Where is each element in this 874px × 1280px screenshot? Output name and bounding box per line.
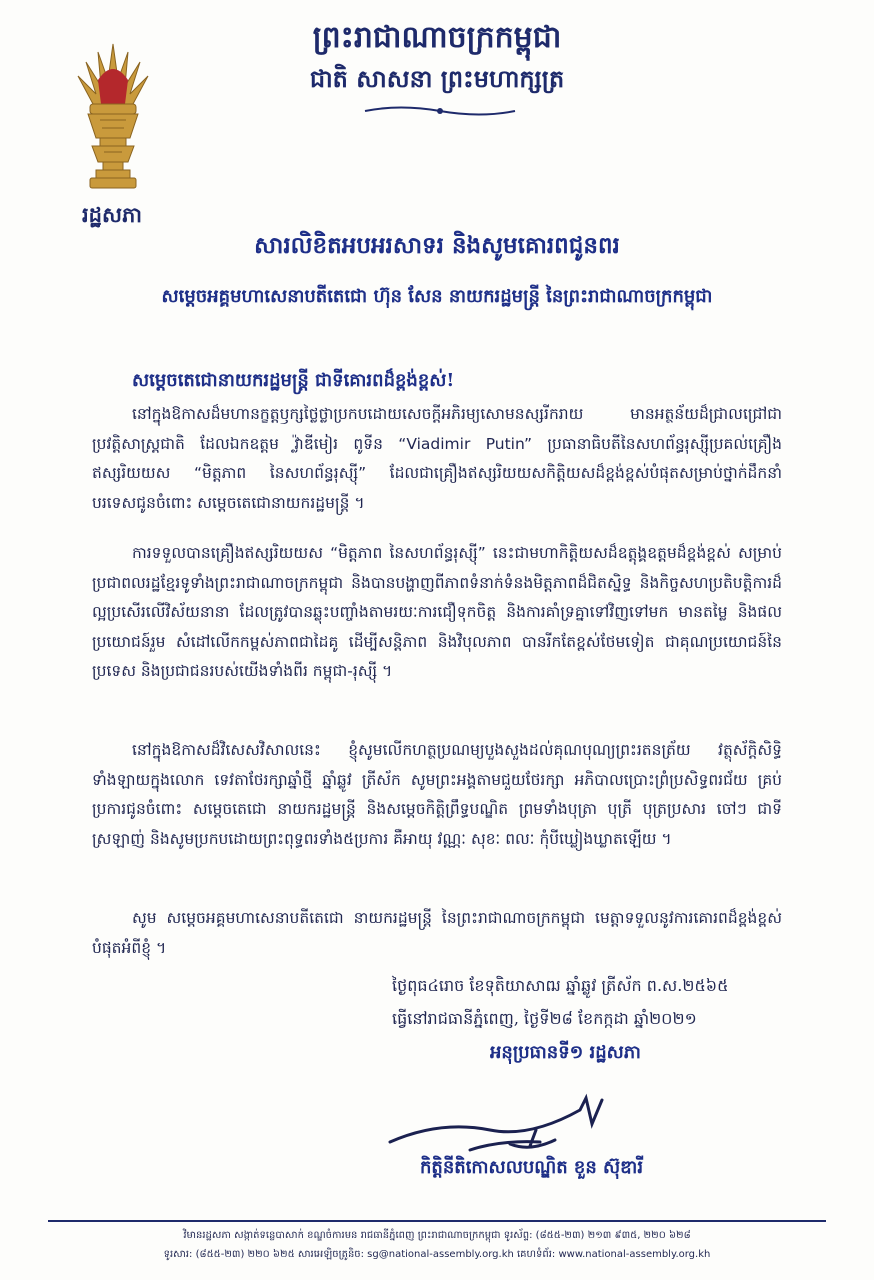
institution-label: រដ្ឋសភា xyxy=(82,202,142,227)
footer-address: វិមានរដ្ឋសភា សង្កាត់ទន្លេបាសាក់ ខណ្ឌចំការមន រាជធានីភ្នំពេញ ព្រះរាជាណាចក្រកម្ពុជា ទូរស័ព្ទ: (៨៥៥-២៣) ២១៣ ៩៣៥, ២២០ ៦២៨ xyxy=(183,1230,691,1241)
body-paragraph: នៅក្នុងឱកាសដ៏មហានក្ខត្តឫក្សថ្លៃថ្លាប្រកបដោយសេចក្តីអភិរម្យសោមនស្សរីករាយ មានអត្ថន័យដ៏ជ្រាលជ្រៅជាប្រវត្តិសាស្ត្រជាតិ ដែលឯកឧត្តម វ្ល៉ាឌីមៀរ ពូទីន “Viadimir Putin” ប្រធានាធិបតីនៃសហព័ន្ធរុស្ស៊ីប្រគល់គ្រឿងឥស្សរិយយស “មិត្តភាព នៃសហព័ន្ធរុស្ស៊ី” ដែលជាគ្រឿងឥស្សរិយយសកិត្តិយសដ៏ខ្ពង់ខ្ពស់បំផុតសម្រាប់ថ្នាក់ដឹកនាំបរទេសជូនចំពោះ សម្តេចតេជោនាយករដ្ឋមន្ត្រី ។ xyxy=(92,405,782,512)
place-and-date: ធ្វើនៅរាជធានីភ្នំពេញ, ថ្ងៃទី២៨ ខែកក្កដា ឆ្នាំ២០២១ xyxy=(392,1009,697,1028)
signer-role: អនុប្រធានទី១ រដ្ឋសភា xyxy=(490,1042,641,1063)
letter-addressee: សម្តេចអគ្គមហាសេនាបតីតេជោ ហ៊ុន សែន នាយករដ្ឋមន្ត្រី នៃព្រះរាជាណាចក្រកម្ពុជា xyxy=(161,286,713,307)
salutation: សម្តេចតេជោនាយករដ្ឋមន្ត្រី ជាទីគោរពដ៏ខ្ពង់ខ្ពស់! xyxy=(132,370,455,391)
body-paragraph: នៅក្នុងឱកាសដ៏វិសេសវិសាលនេះ ខ្ញុំសូមលើកហត្ថប្រណម្យបួងសួងដល់គុណបុណ្យព្រះរតនត្រ័យ វត្ថុស័ក្តិសិទ្ធិទាំងឡាយក្នុងលោក ទេវតាថែរក្សាឆ្នាំថ្មី ឆ្នាំឆ្លូវ ត្រីស័ក សូមព្រះអង្គតាមជួយថែរក្សា អភិបាលប្រោះព្រំប្រសិទ្ធពរជ័យ គ្រប់ប្រការជូនចំពោះ សម្តេចតេជោ នាយករដ្ឋមន្ត្រី និងសម្តេចកិត្តិព្រឹទ្ធបណ្ឌិត ព្រមទាំងបុត្រា បុត្រី បុត្រប្រសារ ចៅៗ ជាទីស្រឡាញ់ និងសូមប្រកបដោយព្រះពុទ្ធពរទាំង៥ប្រការ គឺអាយុ វណ្ណៈ សុខៈ ពលៈ កុំបីឃ្លៀងឃ្លាតឡើយ ។ xyxy=(92,741,782,848)
letter-title: សារលិខិតអបអរសាទរ និងសូមគោរពជូនពរ xyxy=(254,232,620,259)
footer-contact: ទូរសារ: (៨៥៥-២៣) ២២០ ៦២៥ សារអេឡិចត្រូនិច: sg@national-assembly.org.kh គេហទំព័រ: www.national-assembly.org.kh xyxy=(163,1249,711,1260)
nation-motto: ជាតិ សាសនា ព្រះមហាក្សត្រ xyxy=(309,64,565,93)
kingdom-heading: ព្រះរាជាណាចក្រកម្ពុជា xyxy=(312,20,562,55)
ornament-divider-icon xyxy=(360,104,520,118)
footer-divider xyxy=(48,1220,826,1222)
body-paragraph: ការទទួលបានគ្រឿងឥស្សរិយយស “មិត្តភាព នៃសហព័ន្ធរុស្ស៊ី” នេះជាមហាកិត្តិយសដ៏ឧត្តុង្គឧត្តមដ៏ខ្ពង់ខ្ពស់ សម្រាប់ប្រជាពលរដ្ឋខ្មែរទូទាំងព្រះរាជាណាចក្រកម្ពុជា និងបានបង្ហាញពីភាពទំនាក់ទំនងមិត្តភាពដ៏ជិតស្និទ្ធ និងកិច្ចសហប្រតិបត្តិការដ៏ល្អប្រសើរលើវិស័យនានា ដែលត្រូវបានឆ្លុះបញ្ចាំងតាមរយៈការជឿទុកចិត្ត និងការគាំទ្រគ្នាទៅវិញទៅមក មានតម្លៃ និងផលប្រយោជន៍រួម សំដៅលើកកម្ពស់ភាពជាដៃគូ ដើម្បីសន្តិភាព និងវិបុលភាព បានរីកតែខ្ពស់ថែមទៀត ជាគុណប្រយោជន៍នៃប្រទេស និងប្រជាជនរបស់យើងទាំងពីរ កម្ពុជា-រុស្ស៊ី ។ xyxy=(92,544,782,680)
body-paragraph: សូម សម្តេចអគ្គមហាសេនាបតីតេជោ នាយករដ្ឋមន្ត្រី នៃព្រះរាជាណាចក្រកម្ពុជា មេត្តាទទួលនូវការគោរពដ៏ខ្ពង់ខ្ពស់បំផុតអំពីខ្ញុំ ។ xyxy=(92,909,782,957)
national-assembly-emblem-icon xyxy=(70,40,156,200)
signer-name: កិត្តិនីតិកោសលបណ្ឌិត ខួន ស៊ុឌារី xyxy=(420,1157,644,1178)
lunar-date: ថ្ងៃពុធ៤រោច ខែទុតិយាសាឍ ឆ្នាំឆ្លូវ ត្រីស័ក ព.ស.២៥៦៥ xyxy=(392,976,729,995)
